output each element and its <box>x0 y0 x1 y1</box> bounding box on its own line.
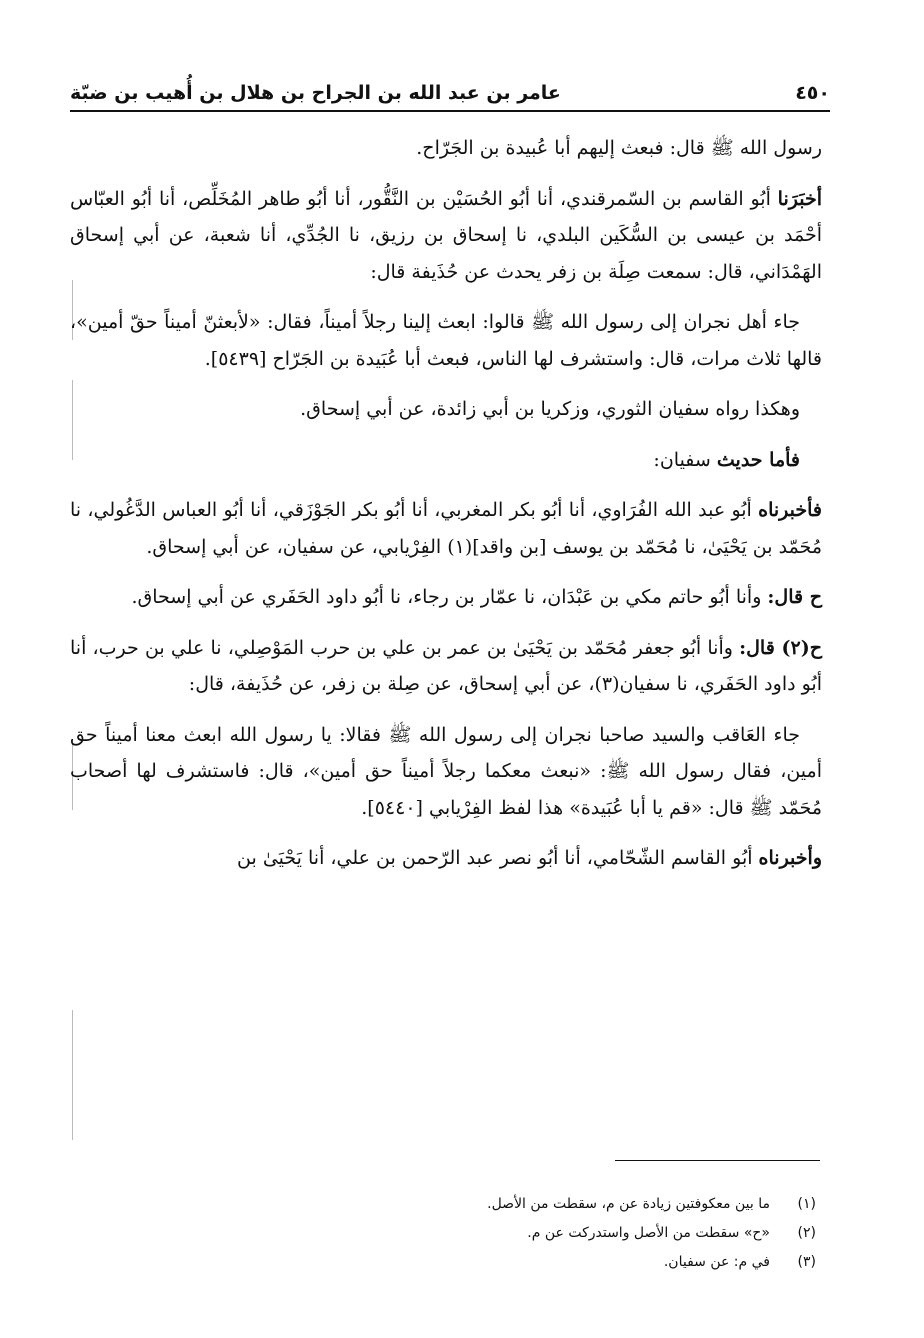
page-number: ٤٥٠ <box>795 82 830 104</box>
paragraph: رسول الله ﷺ قال: فبعث إليهم أبا عُبيدة بن الجَرّاح. <box>416 137 822 159</box>
footnote-number: (٣) <box>797 1254 816 1270</box>
footnote <box>70 1190 816 1219</box>
footnote <box>70 1248 816 1277</box>
footnote-rule <box>615 1160 820 1161</box>
paragraph: ح قال: وأنا أبُو حاتم مكي بن عَبْدَان، نا عمّار بن رجاء، نا أبُو داود الحَفَري عن أبي إسحاق. <box>131 586 822 608</box>
footnote <box>70 1219 816 1248</box>
footnote-number: (١) <box>797 1196 816 1212</box>
footnote-text: «ح» سقطت من الأصل واستدركت عن م. <box>527 1225 770 1241</box>
running-title: عامر بن عبد الله بن الجراح بن هلال بن أُهيب بن ضبّة <box>70 82 561 104</box>
header-rule <box>70 110 830 112</box>
paragraph: أخبَرَنا أبُو القاسم بن السّمرقندي، أنا أبُو الحُسَيْن بن النَّقُّور، أنا أبُو طاهر المُخَلِّص، أنا أبُو العبّاس أحْمَد بن عيسى بن السُّكَين البلدي، نا إسحاق بن رزيق، نا الجُدِّي، أنا شعبة، عن أبي إسحاق الهَمْدَاني، قال: سمعت صِلَة بن زفر يحدث عن حُذَيفة قال: <box>70 187 822 283</box>
paragraph: فأخبرناه أبُو عبد الله الفُرَاوي، أنا أبُو بكر المغربي، أنا أبُو بكر الجَوْزَقي، أنا أبُو العباس الدَّغُولي، نا مُحَمّد بن يَحْيَىٰ، نا مُحَمّد بن يوسف [بن واقد](١) الفِرْيابي، عن سفيان، عن أبي إسحاق. <box>70 499 822 558</box>
footnotes <box>70 1190 816 1277</box>
paragraph: ح(٢) قال: وأنا أبُو جعفر مُحَمّد بن يَحْيَىٰ بن عمر بن علي بن حرب المَوْصِلي، نا علي بن حرب، أنا أبُو داود الحَفَري، نا سفيان(٣)، عن أبي إسحاق، عن صِلة بن زفر، عن حُذَيفة، قال: <box>70 636 823 695</box>
paragraph: جاء العَاقب والسيد صاحبا نجران إلى رسول الله ﷺ فقالا: يا رسول الله ابعث معنا أميناً حق أمين، فقال رسول الله ﷺ: «نبعث معكما رجلاً أميناً حق أمين»، قال: فاستشرف لها أصحاب مُحَمّد ﷺ قال: «قم يا أبا عُبَيدة» هذا لفظ الفِرْيابي [٥٤٤٠]. <box>70 723 822 819</box>
paragraph: فأما حديث سفيان: <box>653 448 800 471</box>
footnote-text: ما بين معكوفتين زيادة عن م، سقطت من الأصل. <box>487 1196 770 1212</box>
footnote-text: في م: عن سفيان. <box>663 1254 770 1270</box>
paragraph: وأخبرناه أبُو القاسم الشّحّامي، أنا أبُو نصر عبد الرّحمن بن علي، أنا يَحْيَىٰ بن <box>237 847 822 869</box>
footnote-number: (٢) <box>797 1225 816 1241</box>
paragraph: جاء أهل نجران إلى رسول الله ﷺ قالوا: ابعث إلينا رجلاً أميناً، فقال: «لأبعثنّ أميناً حقّ أمين»، قالها ثلاث مرات، قال: واستشرف لها الناس، فبعث أبا عُبَيدة بن الجَرّاح [٥٤٣٩]. <box>70 311 822 370</box>
margin-mark <box>72 1010 73 1140</box>
page-header <box>70 78 830 108</box>
paragraph: وهكذا رواه سفيان الثوري، وزكريا بن أبي زائدة، عن أبي إسحاق. <box>300 398 800 420</box>
main-text <box>70 130 822 891</box>
